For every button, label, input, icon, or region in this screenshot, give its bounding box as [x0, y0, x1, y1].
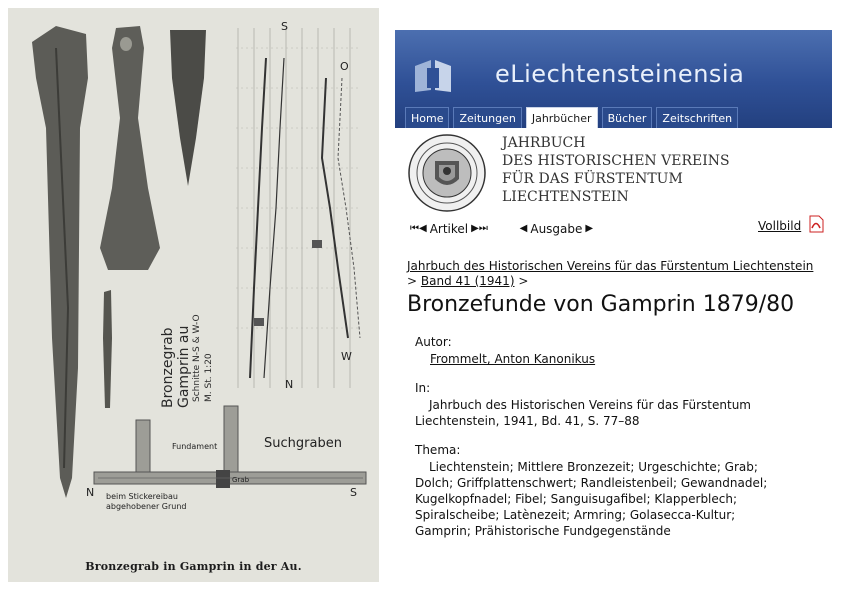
in-label: In: [415, 381, 431, 395]
scanned-plate-image [8, 8, 379, 582]
thema-line-4: Spiralscheibe; Latènezeit; Armring; Golasecca-Kultur; [415, 508, 736, 522]
plan-grab-label: Grab [232, 476, 250, 484]
author-value [430, 351, 595, 367]
yearbook-title-line-2: DES HISTORISCHEN VEREINS [502, 153, 730, 169]
next-article-icon[interactable]: ▶ [471, 223, 479, 234]
plate-caption: Bronzegrab in Gamprin in der Au. [85, 560, 302, 573]
thema-line-5: Gamprin; Prähistorische Fundgegenstände [415, 524, 671, 538]
tab-buecher[interactable]: Bücher [602, 107, 653, 128]
in-value-line-2: Liechtenstein, 1941, Bd. 41, S. 77–88 [415, 414, 640, 428]
pdf-icon[interactable] [808, 215, 824, 233]
main-tabs [405, 107, 742, 128]
thema-value [415, 459, 835, 539]
in-value-line-1: Jahrbuch des Historischen Vereins für das Fürstentum [429, 398, 751, 412]
issue-nav [520, 222, 593, 236]
author-link[interactable]: Frommelt, Anton Kanonikus [430, 352, 596, 366]
thema-line-3: Kugelkopfnadel; Fibel; Sanguisugafibel; Klapperblech; [415, 492, 738, 506]
tab-zeitschriften[interactable]: Zeitschriften [656, 107, 738, 128]
section-label-o: O [340, 60, 349, 73]
grave-subtitle-2: M. St. 1:20 [204, 353, 214, 402]
last-article-icon[interactable]: ⏭ [478, 223, 488, 234]
author-label: Autor: [415, 335, 452, 349]
bronze-artifacts-drawing [8, 8, 379, 582]
thema-line-2: Dolch; Griffplattenschwert; Randleistenbeil; Gewandnadel; [415, 476, 768, 490]
page-title: Bronzefunde von Gamprin 1879/80 [407, 292, 795, 317]
next-issue-icon[interactable]: ▶ [585, 223, 594, 234]
section-label-w: W [341, 350, 352, 363]
elie-site [395, 30, 832, 538]
grave-subtitle-1: Schnitte N-S & W-O [192, 314, 202, 402]
tab-jahrbuecher[interactable]: Jahrbücher [526, 107, 598, 128]
plan-fundament-label: Fundament [172, 442, 218, 451]
section-label-s: S [281, 20, 288, 33]
yearbook-title-line-4: LIECHTENSTEIN [502, 189, 629, 205]
breadcrumb-separator-2: > [518, 274, 529, 288]
site-brand-title[interactable]: eLiechtensteinensia [495, 60, 745, 88]
tab-zeitungen[interactable]: Zeitungen [453, 107, 521, 128]
grave-title-2: Gamprin au [176, 325, 192, 408]
issue-nav-label: Ausgabe [530, 221, 583, 236]
thema-line-1: Liechtenstein; Mittlere Bronzezeit; Urgeschichte; Grab; [429, 460, 758, 474]
fullscreen-link[interactable]: Vollbild [758, 219, 802, 233]
yearbook-title [502, 134, 730, 206]
breadcrumb [407, 259, 827, 289]
prev-article-icon[interactable]: ◀ [419, 223, 427, 234]
breadcrumb-separator: > [407, 274, 418, 288]
plan-dir-n: N [86, 486, 95, 499]
article-nav [410, 222, 488, 236]
prev-issue-icon[interactable]: ◀ [519, 223, 528, 234]
yearbook-title-line-1: JAHRBUCH [502, 135, 586, 151]
first-article-icon[interactable]: ⏮ [410, 223, 419, 234]
breadcrumb-yearbook-link[interactable]: Jahrbuch des Historischen Vereins für das Fürstentum Liechtenstein [407, 259, 814, 273]
plan-dir-s: S [350, 486, 357, 499]
plan-note-line-2: abgehobener Grund [106, 502, 187, 511]
in-value [415, 397, 835, 429]
breadcrumb-volume-link[interactable]: Band 41 (1941) [420, 274, 515, 288]
grave-title-1: Bronzegrab [160, 327, 176, 408]
article-navigation [410, 220, 607, 236]
plan-suchgraben-label: Suchgraben [264, 436, 342, 451]
tab-home[interactable]: Home [405, 107, 449, 128]
yearbook-title-line-3: FÜR DAS FÜRSTENTUM [502, 171, 683, 187]
historical-society-seal-icon [407, 133, 487, 213]
plan-note-line-1: beim Stickereibau [106, 492, 178, 501]
site-banner [395, 30, 832, 128]
site-logo-icon[interactable] [413, 58, 453, 94]
thema-label: Thema: [415, 443, 461, 457]
article-nav-label: Artikel [429, 221, 469, 236]
section-label-n: N [285, 378, 294, 391]
